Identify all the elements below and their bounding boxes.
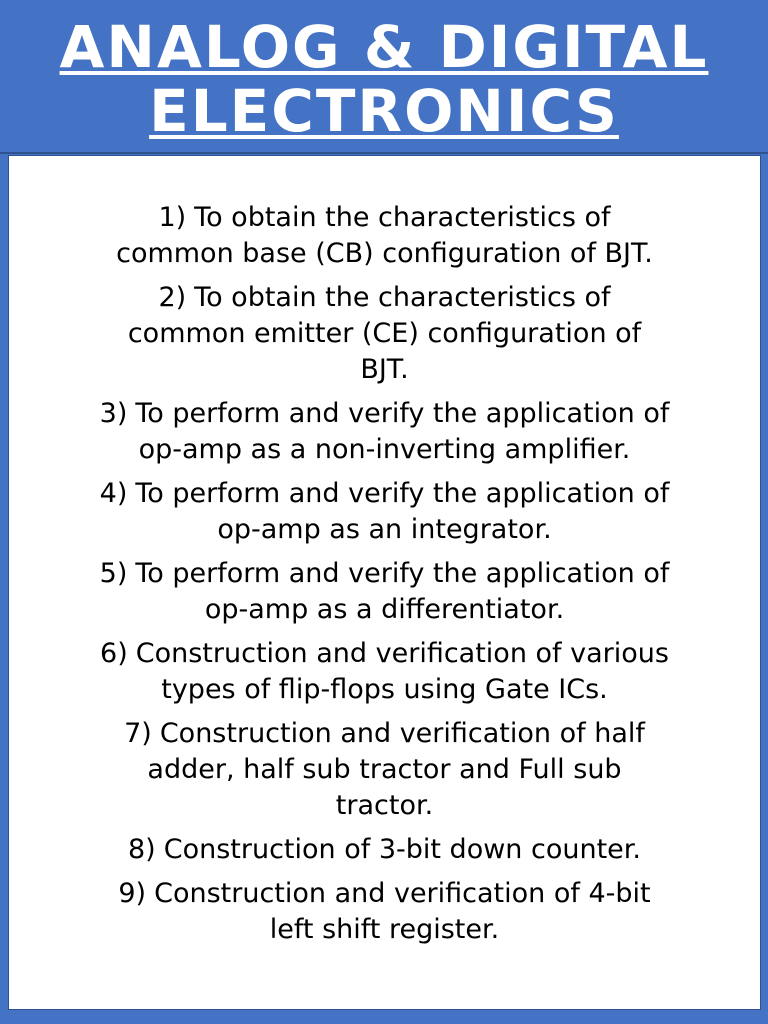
item-text: left shift register. [269, 914, 500, 945]
title-line-2: ELECTRONICS [149, 77, 619, 145]
item-text: common base (CB) configuration of BJT. [116, 238, 653, 269]
item-number: 6) [100, 638, 128, 669]
item-text: To obtain the characteristics of [194, 282, 611, 313]
item-number: 9) [118, 878, 147, 909]
list-item [9, 200, 760, 272]
item-text: To perform and verify the application of [135, 558, 670, 589]
list-item [9, 876, 760, 948]
list-item [9, 832, 760, 868]
list-item [9, 636, 760, 708]
item-number: 3) [99, 398, 128, 429]
item-number: 7) [124, 718, 152, 749]
item-number: 2) [158, 282, 187, 313]
item-number: 4) [99, 478, 128, 509]
item-text: types of flip-flops using Gate ICs. [161, 674, 608, 705]
item-text: To perform and verify the application of [135, 398, 670, 429]
title-banner [0, 0, 768, 154]
content-panel [8, 155, 761, 1010]
item-text: op-amp as a non-inverting amplifier. [138, 434, 631, 465]
item-text: tractor. [335, 790, 434, 821]
list-item [9, 556, 760, 628]
list-item [9, 716, 760, 824]
list-item [9, 280, 760, 388]
item-text: Construction and verification of half [159, 718, 645, 749]
item-text: op-amp as an integrator. [217, 514, 552, 545]
item-text: Construction of 3-bit down counter. [163, 834, 641, 865]
item-number: 5) [99, 558, 128, 589]
list-item [9, 476, 760, 548]
list-item [9, 396, 760, 468]
item-text: BJT. [360, 354, 409, 385]
item-number: 8) [128, 834, 156, 865]
item-text: To obtain the characteristics of [194, 202, 611, 233]
item-text: op-amp as a differentiator. [204, 594, 565, 625]
item-text: To perform and verify the application of [135, 478, 670, 509]
item-text: Construction and verification of 4-bit [154, 878, 651, 909]
item-number: 1) [158, 202, 187, 233]
item-text: adder, half sub tractor and Full sub [147, 754, 622, 785]
item-text: Construction and verification of various [135, 638, 669, 669]
title-line-1: ANALOG & DIGITAL [59, 13, 709, 81]
item-text: common emitter (CE) configuration of [127, 318, 642, 349]
